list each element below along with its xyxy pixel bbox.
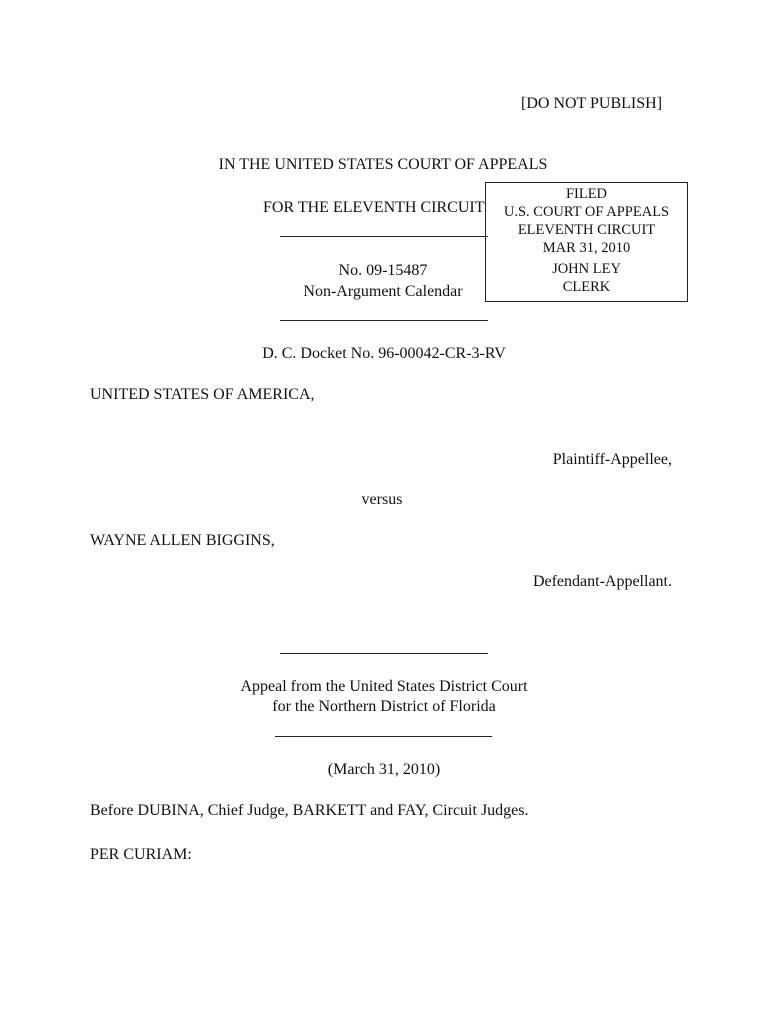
panel-judges: Before DUBINA, Chief Judge, BARKETT and FAY, Circuit Judges. — [90, 802, 529, 819]
plaintiff-name: UNITED STATES OF AMERICA, — [90, 386, 315, 403]
filed-court: U.S. COURT OF APPEALS — [503, 204, 670, 220]
filed-stamp — [485, 182, 688, 302]
separator-line — [280, 653, 488, 654]
appeal-district: for the Northern District of Florida — [272, 698, 496, 715]
docket-number: D. C. Docket No. 96-00042-CR-3-RV — [262, 345, 506, 362]
defendant-role: Defendant-Appellant. — [532, 573, 672, 590]
defendant-name: WAYNE ALLEN BIGGINS, — [90, 532, 275, 549]
plaintiff-role: Plaintiff-Appellee, — [552, 451, 672, 468]
circuit-name: FOR THE ELEVENTH CIRCUIT — [263, 199, 485, 216]
court-name: IN THE UNITED STATES COURT OF APPEALS — [218, 156, 548, 173]
filed-label: FILED — [565, 186, 608, 202]
calendar-type: Non-Argument Calendar — [303, 283, 463, 300]
versus-label: versus — [361, 491, 403, 508]
separator-line — [275, 736, 492, 737]
filed-date: MAR 31, 2010 — [542, 240, 631, 256]
clerk-title: CLERK — [562, 279, 611, 295]
filed-circuit: ELEVENTH CIRCUIT — [517, 222, 656, 238]
separator-line — [280, 236, 488, 237]
opinion-type: PER CURIAM: — [90, 846, 192, 863]
case-number: No. 09-15487 — [338, 262, 428, 279]
appeal-source: Appeal from the United States District Court — [240, 678, 528, 695]
decision-date: (March 31, 2010) — [327, 761, 441, 778]
publication-status: [DO NOT PUBLISH] — [521, 95, 663, 112]
separator-line — [280, 320, 488, 321]
clerk-name: JOHN LEY — [552, 261, 621, 277]
